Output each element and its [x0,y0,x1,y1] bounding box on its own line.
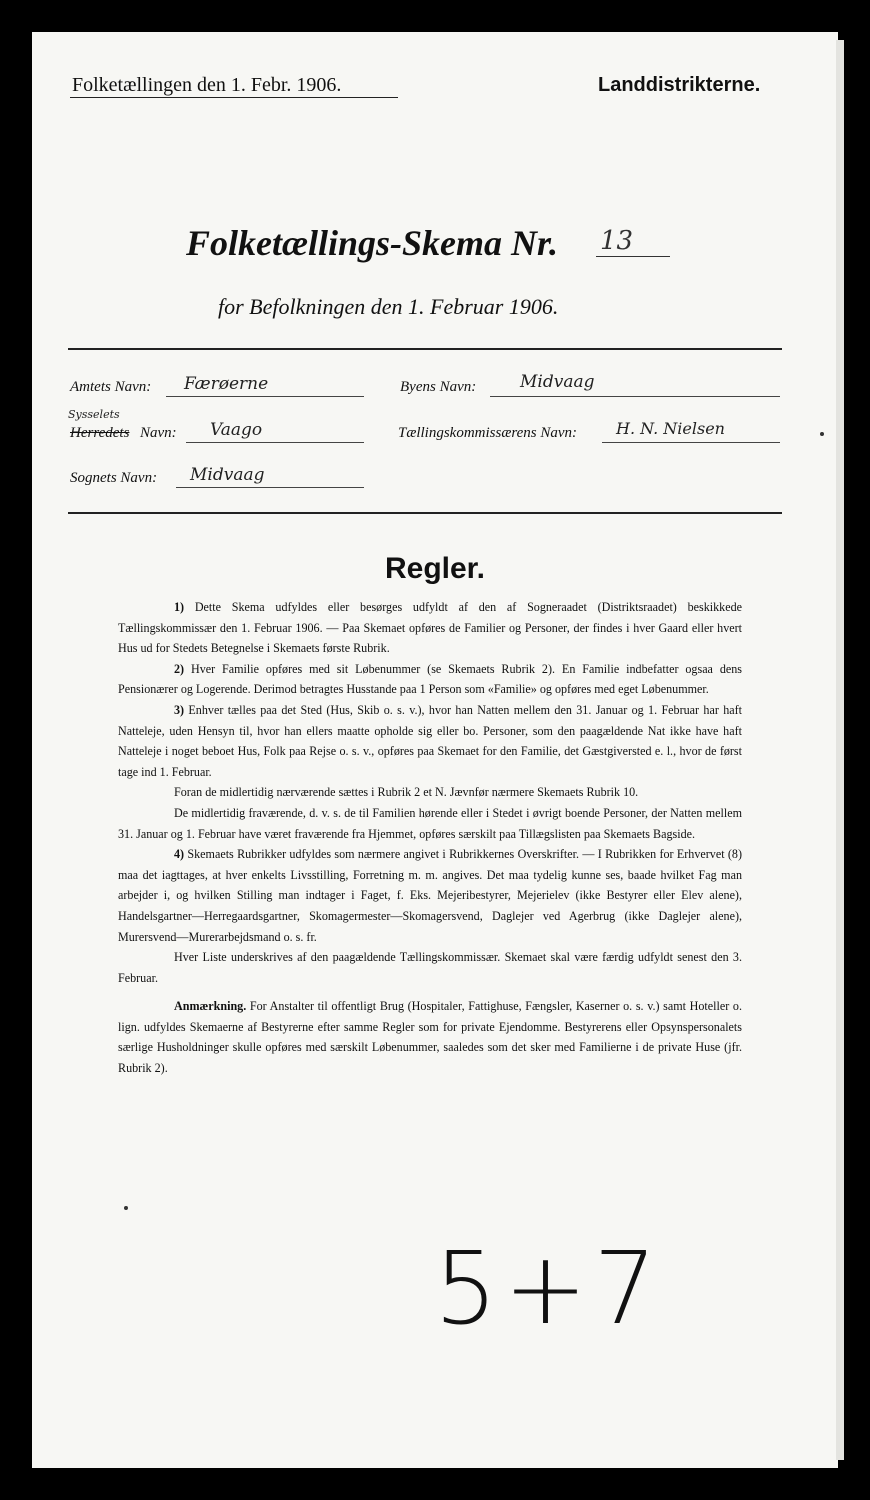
by-label: Byens Navn: [400,379,477,395]
rules-heading: Regler. [384,552,486,585]
kommissaer-label: Tællingskommissærens Navn: [398,425,578,441]
ink-dot [124,1206,128,1210]
rule-number: 1) [174,600,185,614]
herred-label: Navn: [140,425,177,441]
sogn-value: Midvaag [190,465,265,485]
herred-value: Vaago [210,420,263,440]
rule-paragraph [118,803,742,844]
rule-text: Hver Familie opføres med sit Løbenummer (se Skemaets Rubrik 2). En Familie indbefatter ogsaa dens Pensionærer og Logerende. Derimod betragtes Husstande paa 1 Person som «Familie» og opføres med eget Løbenummer. [118,661,742,697]
rule-paragraph [118,996,742,1078]
herred-struck-label: Herredets [70,425,130,441]
header-underline [70,97,398,98]
skema-number-line [596,256,670,257]
rule-text: De midlertidig fraværende, d. v. s. de til Familien hørende eller i Stedet i øvrigt boende Personer, der Natten mellem 31. Januar og 1. Februar have været fraværende fra Hjemmet, opføres særskilt paa Tillægslisten paa Skemaets Bagside. [118,805,742,841]
rule-paragraph [118,947,742,988]
by-value: Midvaag [520,372,595,392]
sysselet-correction: Sysselets [68,408,120,421]
sogn-label: Sognets Navn: [70,470,158,486]
rule-paragraph [118,700,742,782]
page-edge [836,40,844,1460]
rules-text [118,597,742,1079]
skema-number: 13 [600,226,634,256]
bottom-divider [68,512,782,514]
census-date-header: Folketællingen den 1. Febr. 1906. [72,74,342,96]
rule-number: 2) [174,661,185,676]
rule-text: Skemaets Rubrikker udfyldes som nærmere angivet i Rubrikkernes Overskrifter. — I Rubrikken for Erhvervet (8) maa det iagttages, at hver enkelts Livsstilling, Forretning m. m. angives. Det maa tydelig kunne ses, baade hvilket Fag man arbejder i, og hvilken Stilling man indtager i Faget, f. Eks. Mejeribestyrer, Mejerielev (ikke Bestyrer eller Elev alene), Handelsgartner—Herregaardsgartner, Skomagermester—Skomagersvend, Daglejer ved Agerbrug (ikke Daglejer alene), Murersvend—Murerarbejdsmand o. s. fr. [118,847,742,944]
amt-value: Færøerne [184,374,269,394]
rule-number: 4) [174,847,185,862]
rule-paragraph [118,782,742,803]
top-divider [68,348,782,350]
by-line [490,396,780,397]
rule-text: Foran de midlertidig nærværende sættes i Rubrik 2 et N. Jævnfør nærmere Skemaets Rubrik 10. [174,785,639,800]
herred-line [186,442,364,443]
handwritten-tally: 5+7 [434,1230,664,1347]
form-title: Folketællings-Skema Nr. [186,223,559,263]
amt-label: Amtets Navn: [70,379,152,395]
rule-paragraph [118,597,742,659]
rule-text: Hver Liste underskrives af den paagældende Tællingskommissær. Skemaet skal være færdig udfyldt senest den 3. Februar. [118,950,742,985]
kommissaer-value: H. N. Nielsen [616,419,725,438]
rule-text: Enhver tælles paa det Sted (Hus, Skib o. s. v.), hvor han Natten mellem den 31. Januar og 1. Februar har haft Natteleje, uden Hensyn til, hvor han ellers maatte opholde sig eller bo. Personer, som den paagældende Nat ikke have haft Natteleje i noget beboet Hus, Folk paa Rejse o. s. v., opføres paa Skemaet for den Familie, det Gæstgiversted e. l., hvor de først tage ind 1. Februar. [118,702,742,779]
district-type-header: Landdistrikterne. [598,74,761,96]
rule-paragraph [118,844,742,947]
rule-text: Dette Skema udfyldes eller besørges udfyldt af den af Sogneraadet (Distriktsraadet) beskikkede Tællingskommissær den 1. Februar 1906. — Paa Skemaet opføres de Familier og Personer, der findes i hver Gaard eller hvert Hus ud for Stedets Betegnelse i Skemaets første Rubrik. [118,600,742,656]
form-subtitle: for Befolkningen den 1. Februar 1906. [218,294,559,319]
amt-line [166,396,364,397]
sogn-line [176,487,364,488]
note-label: Anmærkning. [174,999,247,1014]
kommissaer-line [602,442,780,443]
ink-dot [820,432,824,436]
rule-paragraph [118,659,742,700]
rule-number: 3) [174,702,185,717]
note-text: For Anstalter til offentligt Brug (Hospitaler, Fattighuse, Fængsler, Kaserner o. s. v.) samt Hoteller o. lign. udfyldes Skemaerne af Bestyrerne efter samme Regler som for private Ejendomme. Bestyrerens eller Opsynspersonalets særlige Husholdninger skulle opføres med særskilt Løbenummer, saaledes som det sker med Familierne i de private Huse (jfr. Rubrik 2). [118,999,742,1076]
